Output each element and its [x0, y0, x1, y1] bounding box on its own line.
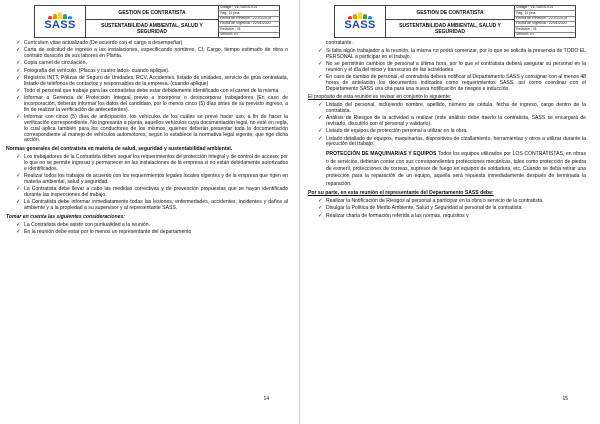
checkmark-icon: ✓: [16, 114, 21, 121]
list-item: [308, 62, 586, 74]
checkmark-icon: ✓: [16, 228, 21, 235]
list-item: [6, 69, 288, 75]
sass-logo: [335, 6, 386, 37]
checkmark-icon: ✓: [16, 60, 21, 67]
header-code: Código : VE-SASS-014: [219, 6, 279, 11]
list-item-text: No se permitirán cambios de personal a última hora, por lo que el contratista deberá asegurar su personal en la reunión y el día del inicio y transcurso de las actividades.: [326, 60, 586, 73]
list-item: [308, 49, 586, 61]
list-item-text: Realizar todos los trabajos de acuerdo con los requerimientos legales locales vigentes y de la empresa que rigen en materia ambiental, salud y seguridad.: [24, 172, 288, 185]
logo-color-bars: [48, 12, 72, 19]
protection-paragraph: [308, 151, 586, 188]
checklist: [308, 49, 586, 93]
page-body: [308, 41, 586, 221]
list-item: [6, 187, 288, 199]
header-subtitle: SUSTENTABILIDAD AMBIENTAL, SALUD Y SEGURIDAD: [101, 22, 203, 35]
list-item: [6, 89, 288, 95]
list-item-text: Carta de solicitud de ingreso a las instalaciones, especificando nombres, CI, Cargo, tiempo estimado de obra o contrato duración de sus labores en Planta.: [24, 47, 288, 60]
header-code: Código : VE-SASS-014: [515, 6, 575, 11]
checkmark-icon: ✓: [16, 88, 21, 95]
header-code: Pág. 15 pna: [515, 11, 575, 16]
list-item-text: Registros INTT, Pólizas de Seguro de Unidades, RCV, Accidentes, listado de unidades, servicio de grúa contratada, listado de teléfonos de contactos y responsables de la empresa. (cuando aplique): [24, 74, 288, 87]
list-item-text: Listado de equipos de protección personal a utilizar en la obra.: [326, 128, 468, 135]
list-item-text: Los trabajadores de la Contratista deben seguir los requerimientos de protección integral y de control de acceso; por lo que no se permite ingresar y permanecer en las instalaciones de la empresa si no están debidamente autorizados e identificados.: [24, 154, 288, 172]
checkmark-icon: ✓: [16, 199, 21, 206]
list-item: [308, 137, 586, 149]
logo-text: SASS: [44, 19, 76, 31]
header-code: Revisión : 01: [515, 27, 575, 32]
header-codes: [515, 6, 575, 37]
checkmark-icon: ✓: [318, 212, 323, 219]
header-code: Pág. 15 pna: [219, 11, 279, 16]
checkmark-icon: ✓: [16, 95, 21, 102]
header-code: Versión: 01: [516, 32, 534, 36]
list-item-text: Informar a Gerencia de Protección Integral previo a incorporar o desincorporar trabajadores (En caso de incorporación, deberán informar los datos del candidato, por lo menos cinco (5) días antes de su previsto ingreso, a fin de realizar la verificación de antecedentes).: [24, 95, 288, 113]
review-title: El propósito de esta reunión es revisar en conjunto lo siguiente:: [308, 94, 452, 101]
protection-text: Todos los equipos utilizados por LOS CONTRATISTAS, en obras o de servicios, deberán contar con sus correspondientes protecciones mecánicas, tales como protección de piedra de esmeril, protecciones de correas, supresor de fuego en equipos de soldadura, etc. Cuando se deba retirar una protección para la reparación de un equipo, aquella será repuesta inmediatamente después de terminada la reparación.: [326, 151, 586, 187]
list-item-text: Informar con cinco (5) días de anticipación, los vehículos de los cuáles se prevé hacer uso, a fin de hacer la verificación correspondiente. No ingresarán a planta, aquellos vehículos cuya documentación legal, no esté en regla, lo cual aplica también para los conductores de los mismos, quienes deberán presentar toda la documentación correspondiente al manejo de vehículos automotores, según lo establece la normativa legal vigente, que rige dicha acción.: [24, 114, 288, 144]
checkmark-icon: ✓: [16, 40, 21, 46]
checkmark-icon: ✓: [318, 128, 323, 135]
checkmark-icon: ✓: [318, 205, 323, 212]
sass-title: Por su parte, en esta reunión el representante del Departamento SASS debe:: [308, 190, 494, 197]
header-title: GESTION DE CONTRATISTA: [386, 6, 514, 20]
list-item: [6, 230, 288, 236]
page-15: [300, 0, 600, 424]
header-title: GESTION DE CONTRATISTA: [86, 6, 218, 20]
header-code: Revisión : 01: [219, 27, 279, 32]
considerations-title: Tomar en cuenta las siguientes consideraciones:: [6, 213, 125, 220]
list-item-text: Análisis de Riesgos de la actividad a realizar (este análisis debe traerlo la contratista, SASS se encargará de revisarlo, discutirlo con el personal y validarlo).: [326, 115, 586, 128]
checkmark-icon: ✓: [318, 102, 323, 109]
header-code: Fecha de Revisión : 22-01/2019: [515, 17, 575, 22]
list-item-text: Copia carnet de circulación.: [24, 60, 87, 67]
header-subtitle: SUSTENTABILIDAD AMBIENTAL, SALUD Y SEGURIDAD: [399, 22, 501, 35]
list-item: [308, 116, 586, 128]
list-item-text: Listado detallado de equipos, maquinarias, dispositivos de cizallamiento, herramientas y otros a utilizar durante la ejecución del trabajo.: [326, 135, 586, 148]
list-item-text: Realizar la Notificación de Riesgos al personal a participar en la obra o servicio de la contratista.: [326, 198, 544, 205]
checkmark-icon: ✓: [16, 47, 21, 54]
continued-text: contratante.: [326, 40, 353, 46]
protection-title: PROTECCIÓN DE MAQUINARIAS Y EQUIPOS: [326, 151, 437, 158]
checklist: [6, 223, 288, 236]
list-item-text: En la reunión debe estar por lo menos un representante del departamento: [24, 228, 192, 235]
checkmark-icon: ✓: [318, 115, 323, 122]
checkmark-icon: ✓: [16, 154, 21, 161]
header-codes: [219, 6, 279, 37]
list-item: [308, 75, 586, 92]
list-item-text: La Contratista debe asistir con puntualidad a la reunión.: [24, 221, 151, 228]
list-item: [308, 103, 586, 115]
logo-color-bars: [348, 12, 372, 19]
checkmark-icon: ✓: [318, 60, 323, 67]
header-code: Fecha de Revisión : 22-01/2019: [219, 17, 279, 22]
list-item-text: Si falta algún trabajador a la reunión, la misma no podrá comenzar, por lo que se solicita la presencia de TODO EL PERSONAL a participar en el trabajo.: [326, 47, 586, 60]
list-item: [308, 214, 586, 220]
list-item-text: La Contratista debe informar inmediatamente todas las lesiones, enfermedades, accidentes, incidentes y daños al ambiente y a la propiedad a su supervisor y al representante SASS.: [24, 199, 288, 211]
list-item-text: Todo el personal que trabaje para las contratistas debe estar debidamente identificado con el carnet de la misma.: [24, 88, 280, 95]
checkmark-icon: ✓: [16, 172, 21, 179]
list-item-text: Realizar charla de formación referida a las normas, requisitos y: [326, 212, 469, 219]
section-title: Normas generales del contratista en materia de salud, seguridad y sustentabilidad ambiental.: [6, 146, 233, 153]
list-item: [6, 174, 288, 186]
list-item: [6, 115, 288, 144]
list-item-text: Curriculum vitae actualizado (De acuerdo con el cargo a desempeñar): [24, 40, 183, 46]
list-item-text: Fotografía del vehículo. (Placas y cuatro lados- cuando aplique).: [24, 67, 170, 74]
checklist: [308, 199, 586, 219]
document-header: [334, 5, 576, 38]
checkmark-icon: ✓: [318, 198, 323, 205]
list-item: [6, 61, 288, 67]
checkmark-icon: ✓: [16, 67, 21, 74]
list-item: [6, 200, 288, 212]
list-item: [308, 206, 586, 212]
list-item: [6, 41, 288, 47]
list-item: [6, 96, 288, 113]
list-item: [6, 48, 288, 60]
logo-text: SASS: [344, 19, 376, 31]
sass-logo: [35, 6, 86, 37]
header-code: Fecha de Vigencia : 22/01/2020: [219, 22, 279, 27]
header-code: Versión: 01: [220, 32, 238, 36]
checkmark-icon: ✓: [16, 221, 21, 228]
checklist: [6, 41, 288, 144]
list-item-text: En caso de cambio de personal, el contratista deberá notificar al Departamento SASS y consignar con al menos 48 horas de antelación los documentos indicados como requerimientos SASS, así como coordinar con el Departamento SASS una cita para una nueva notificación de riesgos e inducción.: [326, 73, 586, 92]
checkmark-icon: ✓: [16, 74, 21, 81]
checklist: [308, 103, 586, 148]
list-item: [6, 76, 288, 88]
page-body: [6, 41, 288, 237]
document-header: [34, 5, 280, 38]
list-item-text: Listado del personal, incluyendo nombre, apellido, número de cédula, fecha de ingreso, cargo dentro de la contratista.: [326, 102, 586, 114]
page-number: 14: [263, 396, 269, 402]
list-item: [6, 223, 288, 229]
logo-bar: [358, 12, 362, 19]
checkmark-icon: ✓: [318, 73, 323, 80]
page-number: 15: [562, 396, 568, 402]
checkmark-icon: ✓: [318, 47, 323, 54]
checkmark-icon: ✓: [16, 186, 21, 193]
header-code: Fecha de Vigencia : 22/01/2020: [515, 22, 575, 27]
list-item: [308, 199, 586, 205]
checkmark-icon: ✓: [318, 135, 323, 142]
list-item: [6, 155, 288, 172]
logo-bar: [58, 12, 62, 19]
list-item-text: Divulgar la Política de Medio Ambiente, Salud y Seguridad al personal de la contratista.: [326, 205, 523, 212]
list-item-text: La Contratista debe llevar a cabo las medidas correctivas y de prevención propuestas que se hayan identificado durante las inspecciones del trabajo.: [24, 186, 288, 198]
checklist: [6, 155, 288, 212]
list-item: [308, 129, 586, 135]
